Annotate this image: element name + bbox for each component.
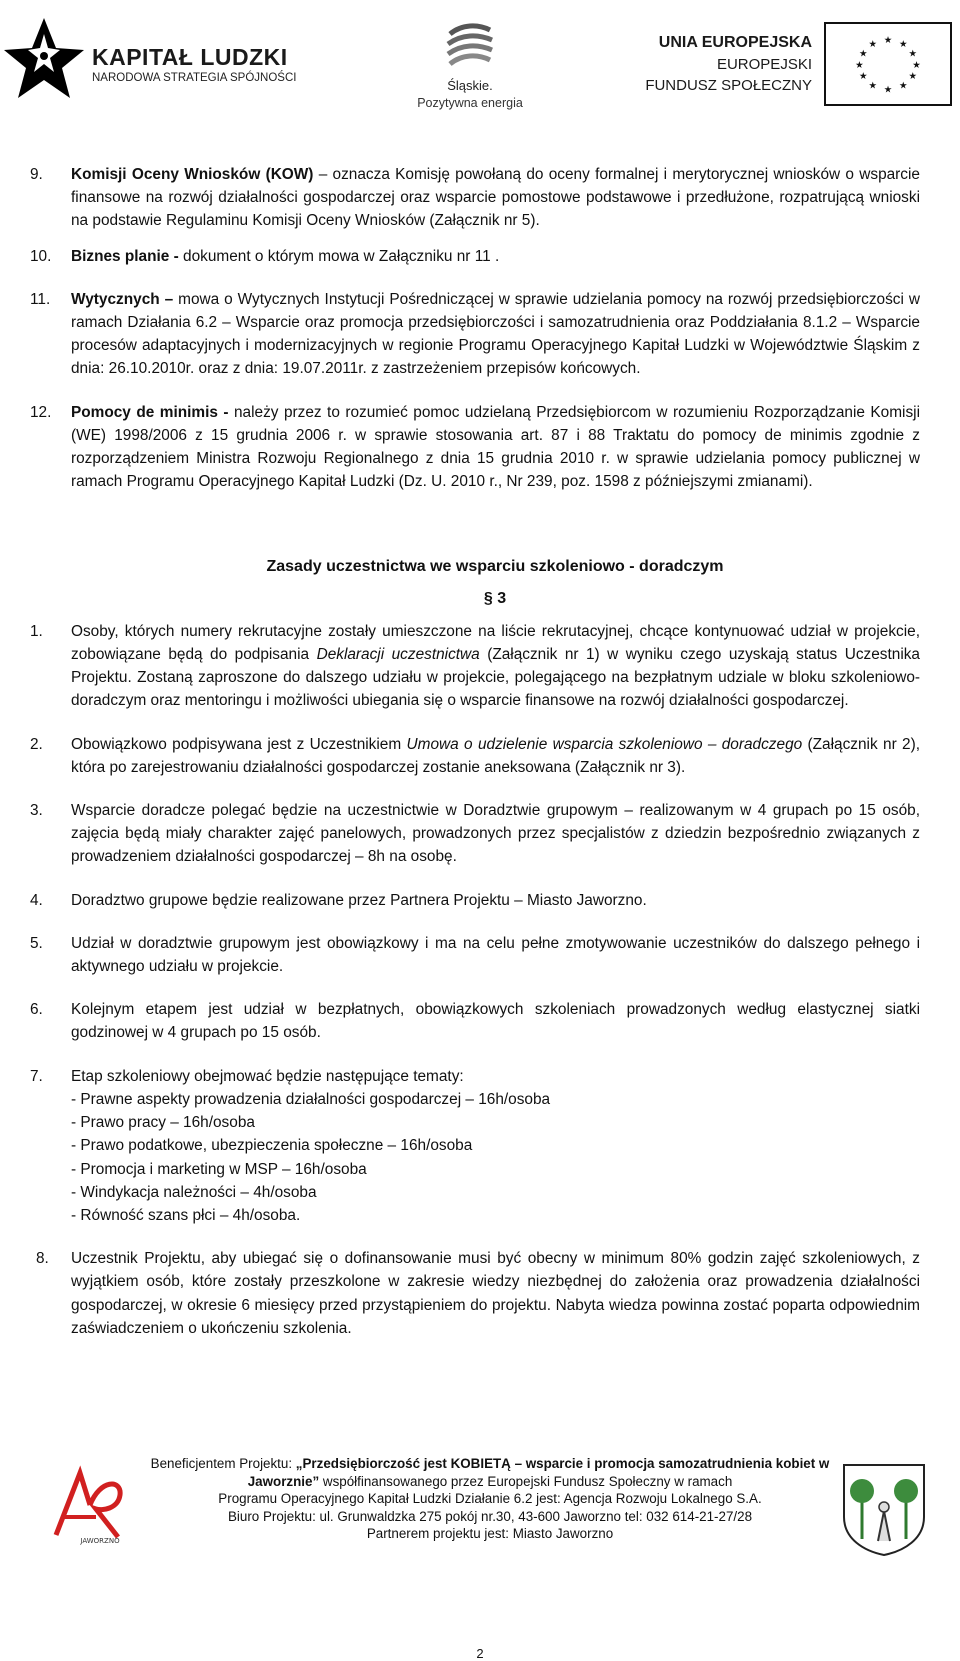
rule-text: Obowiązkowo podpisywana jest z Uczestnikiem — [71, 735, 407, 753]
svg-text:★: ★ — [908, 71, 918, 83]
footer-project-name: „Przedsiębiorczość jest KOBIETĄ – wsparcie i promocja samozatrudnienia kobiet w Jaworznie” — [247, 1456, 830, 1489]
rule-item — [30, 998, 920, 1044]
svg-text:★: ★ — [868, 80, 878, 92]
definition-item — [30, 401, 920, 494]
definition-text: dokument o którym mowa w Załączniku nr 11 . — [178, 247, 500, 265]
slaskie-name: Śląskie. — [447, 78, 493, 93]
definition-text: – oznacza Komisję powołaną do oceny formalnej i merytorycznej wniosków o wsparcie finansowe na rozwój działalności gospodarczej oraz wsparcie pomostowe podstawowe i przedłużone, rozpatrującą wnioski na podstawie Regulaminu Komisji Oceny Wniosków (Załącznik nr 5). — [71, 166, 920, 230]
kapital-ludzki-star-icon — [4, 14, 86, 102]
svg-text:★: ★ — [858, 48, 868, 60]
rule-text: Kolejnym etapem jest udział w bezpłatnych, obowiązkowych szkoleniach prowadzonych według elastycznej siatki godzinowej w 4 grupach po 15 osób. — [71, 1001, 920, 1042]
ar-logo-caption: JAWORZNO — [80, 1537, 120, 1545]
list-item: - Prawne aspekty prowadzenia działalności gospodarczej – 16h/osoba — [71, 1090, 551, 1108]
rule-item — [30, 799, 920, 869]
footer-line2: Programu Operacyjnego Kapitał Ludzki Działanie 6.2 jest: Agencja Rozwoju Lokalnego S.A. — [218, 1491, 762, 1506]
item-number: 1. — [30, 622, 43, 640]
item-number: 9. — [30, 166, 43, 183]
page-number: 2 — [476, 1646, 484, 1661]
page-footer — [0, 1455, 960, 1661]
section-title: Zasady uczestnictwa we wsparciu szkoleniowo - doradczym — [266, 558, 724, 576]
definition-item — [30, 245, 920, 268]
item-number: 4. — [30, 891, 43, 909]
eu-logo — [640, 22, 952, 106]
kapital-ludzki-title: KAPITAŁ LUDZKI — [92, 44, 288, 70]
list-item: - Windykacja należności – 4h/osoba — [71, 1183, 317, 1201]
kapital-ludzki-subtitle: NARODOWA STRATEGIA SPÓJNOŚCI — [92, 72, 297, 84]
rule-item — [30, 1247, 920, 1340]
document-body — [30, 163, 920, 1340]
svg-text:★: ★ — [858, 71, 868, 83]
rule-item — [30, 620, 920, 713]
item-number: 2. — [30, 735, 43, 753]
item-number: 10. — [30, 247, 52, 265]
rule-item — [30, 1065, 920, 1227]
item-number: 5. — [30, 934, 43, 952]
slaskie-logo — [400, 20, 540, 120]
svg-text:★: ★ — [868, 38, 878, 50]
rule-text: Etap szkoleniowy obejmować będzie następujące tematy: — [71, 1067, 464, 1085]
svg-text:★: ★ — [898, 80, 908, 92]
slaskie-waves-icon — [442, 20, 498, 76]
list-item: - Promocja i marketing w MSP – 16h/osoba — [71, 1160, 367, 1178]
definition-term: Wytycznych – — [71, 290, 174, 308]
item-number: 8. — [36, 1250, 49, 1268]
footer-line3: Biuro Projektu: ul. Grunwaldzka 275 pokój nr.30, 43-600 Jaworzno tel: 032 614-21-27/28 — [227, 1508, 753, 1524]
rule-text: Doradztwo grupowe będzie realizowane przez Partnera Projektu – Miasto Jaworzno. — [71, 891, 647, 909]
svg-text:★: ★ — [883, 35, 893, 47]
rule-text: Osoby, których numery rekrutacyjne zostały umieszczone na liście rekrutacyjnej, chcące kontynuować udział w projekcie, zobowiązane będą do podpisania — [71, 622, 920, 664]
slaskie-tagline: Pozytywna energia — [417, 96, 523, 110]
svg-text:★: ★ — [883, 84, 893, 96]
svg-text:★: ★ — [898, 38, 908, 50]
item-number: 3. — [30, 802, 43, 820]
eu-flag-icon — [824, 22, 952, 106]
rule-text: Wsparcie doradcze polegać będzie na uczestnictwie w Doradztwie grupowym – realizowanym w 4 grupach po 15 osób, zajęcia będą miały charakter zajęć panelowych, prowadzonych przez specjalistów z dziedzin bezpośrednio związanych z prowadzeniem działalności gospodarczej – 8h na osobę. — [71, 802, 920, 866]
item-number: 6. — [30, 1001, 43, 1019]
rule-item — [30, 733, 920, 779]
eu-line1: UNIA EUROPEJSKA — [658, 34, 812, 51]
footer-line4: Partnerem projektu jest: Miasto Jaworzno — [366, 1526, 614, 1541]
eu-line3: FUNDUSZ SPOŁECZNY — [645, 77, 812, 94]
rule-text: (Załącznik nr 1) w wyniku czego uzyskają status Uczestnika Projektu. Zostaną zaproszone do dalszego udziału w projekcie, polegającego na bezpłatnym udziale w bloku szkoleniowo-doradczym oraz mentoringu i możliwości ubiegania się o wsparcie finansowe na rozwój działalności gospodarczej. — [71, 646, 920, 710]
kapital-ludzki-logo — [4, 14, 304, 104]
item-number: 12. — [30, 403, 52, 421]
svg-text:★: ★ — [855, 59, 864, 71]
item-number: 11. — [30, 290, 51, 308]
page-header — [0, 0, 960, 130]
rule-text: Uczestnik Projektu, aby ubiegać się o dofinansowanie musi być obecny w minimum 80% godzin zajęć szkoleniowych, z wyjątkiem osób, które zostały przeszkolone w zakresie wiedzy niezbędnej do założenia oraz prowadzenia działalności gospodarczej, w okresie 6 miesięcy przed przystąpieniem do projektu. Nabyta wiedza powinna zostać poparta odpowiednim zaświadczeniem o ukończeniu szkolenia. — [71, 1250, 920, 1337]
definition-text: mowa o Wytycznych Instytucji Pośredniczącej w sprawie udzielania pomocy na rozwój przedsiębiorczości w ramach Działania 6.2 – Wsparcie oraz promocja przedsiębiorczości i samozatrudnienia oraz Poddziałania 8.1.2 – Wsparcie procesów adaptacyjnych i modernizacyjnych w regionie Programu Operacyjnego Kapitał Ludzki w Województwie Śląskim z dnia: 26.10.2010r. oraz z dnia: 19.07.2011r. z zastrzeżeniem przepisów końcowych. — [71, 290, 920, 378]
jaworzno-coat-of-arms-icon — [840, 1461, 928, 1557]
list-item: - Prawo podatkowe, ubezpieczenia społeczne – 16h/osoba — [71, 1137, 473, 1155]
rule-item — [30, 889, 920, 912]
paragraph-number: § 3 — [483, 589, 507, 607]
list-item: - Równość szans płci – 4h/osoba. — [71, 1206, 301, 1224]
list-item: - Prawo pracy – 16h/osoba — [71, 1114, 255, 1132]
definition-term: Pomocy de minimis - — [71, 403, 229, 421]
item-number: 7. — [30, 1067, 43, 1085]
definition-text: należy przez to rozumieć pomoc udzielaną Przedsiębiorcom w rozumieniu Rozporządzanie Komisji (WE) 1998/2006 z 15 grudnia 2006 r. w sprawie stosowania art. 87 i 88 Traktatu do pomocy de minimis zgodnie z rozporządzeniem Ministra Rozwoju Regionalnego z dnia 15 grudnia 2010 r. w sprawie udzielania pomocy publicznej w ramach Programu Operacyjnego Kapitał Ludzki (Dz. U. 2010 r., Nr 239, poz. 1598 z późniejszymi zmianami). — [71, 403, 920, 491]
footer-line1-pre: Beneficjentem Projektu: — [150, 1456, 296, 1471]
rule-italic: Umowa o udzielenie wsparcia szkoleniowo – doradczego — [406, 735, 803, 753]
definition-item — [30, 288, 920, 381]
svg-text:★: ★ — [912, 59, 921, 71]
rule-item — [30, 932, 920, 978]
definition-term: Komisji Oceny Wniosków (KOW) — [71, 166, 314, 183]
eu-line2: EUROPEJSKI — [716, 56, 812, 73]
rule-italic: Deklaracji uczestnictwa — [316, 646, 480, 664]
rule-text: (Załącznik nr 2), która po zarejestrowaniu działalności gospodarczej zostanie aneksowana (Załącznik nr 3). — [71, 735, 920, 776]
definition-term: Biznes planie - — [71, 247, 179, 265]
training-topics-list — [71, 1088, 920, 1227]
definition-item — [30, 163, 920, 233]
footer-text — [150, 1455, 830, 1543]
footer-line1-post: współfinansowanego przez Europejski Fundusz Społeczny w ramach — [319, 1473, 733, 1489]
rule-text: Udział w doradztwie grupowym jest obowiązkowy i ma na celu pełne zmotywowanie uczestników do dalszego pełnego i aktywnego udziału w projekcie. — [71, 934, 920, 976]
ar-logo-icon — [50, 1465, 136, 1545]
svg-text:★: ★ — [908, 48, 918, 60]
